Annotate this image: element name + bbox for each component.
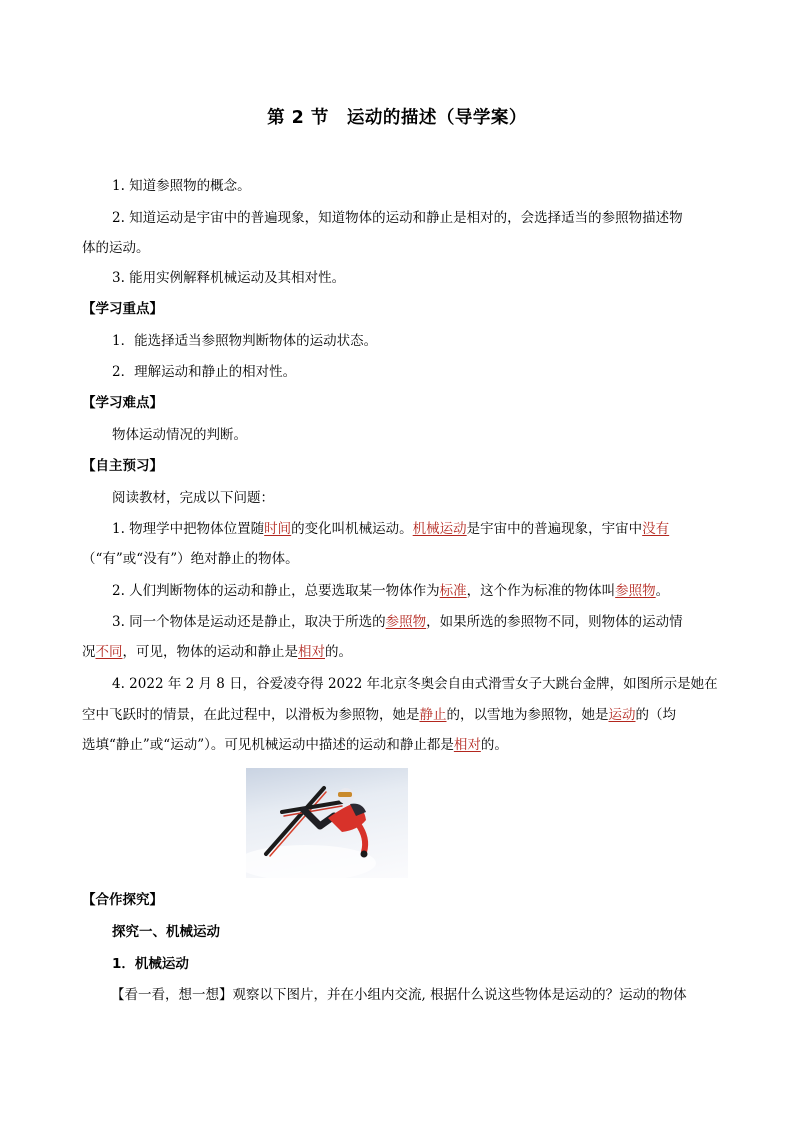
- difficulty-text: 物体运动情况的判断。: [112, 427, 247, 443]
- page-title: 第 2 节 运动的描述（导学案）: [267, 108, 527, 128]
- look-and-think-text: 【看一看，想一想】观察以下图片，并在小组内交流, 根据什么说这些物体是运动的？运动的物体: [111, 987, 687, 1003]
- mechanical-motion-heading: 1．机械运动: [112, 956, 189, 972]
- difficulty-heading: 【学习难点】: [82, 395, 163, 411]
- q2-text-e: 。: [655, 583, 670, 599]
- q3-text-a: 3. 同一个物体是运动还是静止，取决于所选的: [112, 614, 386, 630]
- question-3-cont: [82, 642, 352, 662]
- skier-illustration: [246, 768, 408, 878]
- key-points-heading: 【学习重点】: [82, 301, 163, 317]
- cooperation-heading: 【合作探究】: [82, 892, 163, 908]
- question-2: [112, 581, 669, 601]
- q2-answer-standard: 标准: [439, 583, 467, 599]
- explore-one-heading: 探究一、机械运动: [112, 924, 220, 940]
- goal-1: 1. 知道参照物的概念。: [112, 178, 251, 194]
- q3-answer-reference: 参照物: [385, 614, 427, 630]
- q4-answer-moving: 运动: [608, 707, 636, 723]
- q4-text-f: 的（均: [635, 707, 676, 723]
- q2-text-a: 2. 人们判断物体的运动和静止，总要选取某一物体作为: [112, 583, 440, 599]
- q3-text-d: 况: [82, 644, 96, 660]
- goal-2: 2. 知道运动是宇宙中的普遍现象，知道物体的运动和静止是相对的，会选择适当的参照物描述物: [112, 210, 683, 226]
- skier-photo: [246, 768, 408, 878]
- q4-text-d: 的，以雪地为参照物，她是: [446, 707, 609, 723]
- q4-text-b: 空中飞跃时的情景，在此过程中，以滑板为参照物，她是: [82, 707, 420, 723]
- question-3: [112, 612, 683, 632]
- q1-answer-none: 没有: [642, 521, 670, 537]
- q3-text-c: ，如果所选的参照物不同，则物体的运动情: [426, 614, 683, 630]
- q1-answer-mechanical-motion: 机械运动: [412, 521, 467, 537]
- goal-3: 3. 能用实例解释机械运动及其相对性。: [112, 270, 346, 286]
- question-1-cont: （“有”或“没有”）绝对静止的物体。: [82, 551, 299, 567]
- preview-intro: 阅读教材，完成以下问题：: [112, 490, 274, 506]
- q3-answer-relative: 相对: [298, 644, 325, 660]
- key-point-2: 2．理解运动和静止的相对性。: [112, 364, 297, 380]
- q4-text-g: 选填“静止”或“运动”）。可见机械运动中描述的运动和静止都是: [82, 737, 454, 753]
- q1-text-a: 1. 物理学中把物体位置随: [112, 521, 265, 537]
- q1-text-c: 的变化叫机械运动。: [291, 521, 413, 537]
- question-4: 4. 2022 年 2 月 8 日，谷爱凌夺得 2022 年北京冬奥会自由式滑雪女子大跳台金牌，如图所示是她在: [112, 676, 718, 692]
- q4-text-i: 的。: [480, 737, 508, 753]
- q1-answer-time: 时间: [264, 521, 292, 537]
- q3-text-h: 的。: [325, 644, 352, 660]
- question-1: [112, 519, 669, 539]
- goal-2-cont: 体的运动。: [82, 240, 150, 256]
- q3-text-f: ，可见，物体的运动和静止是: [122, 644, 298, 660]
- question-4-cont-2: [82, 735, 508, 755]
- q1-text-e: 是宇宙中的普遍现象，宇宙中: [466, 521, 643, 537]
- q4-answer-relative: 相对: [453, 737, 481, 753]
- q2-text-c: ，这个作为标准的物体叫: [466, 583, 616, 599]
- q3-answer-different: 不同: [95, 644, 123, 660]
- key-point-1: 1．能选择适当参照物判断物体的运动状态。: [112, 333, 378, 349]
- q4-answer-static: 静止: [419, 707, 447, 723]
- q2-answer-reference: 参照物: [615, 583, 656, 599]
- preview-heading: 【自主预习】: [82, 458, 163, 474]
- question-4-cont: [82, 705, 676, 725]
